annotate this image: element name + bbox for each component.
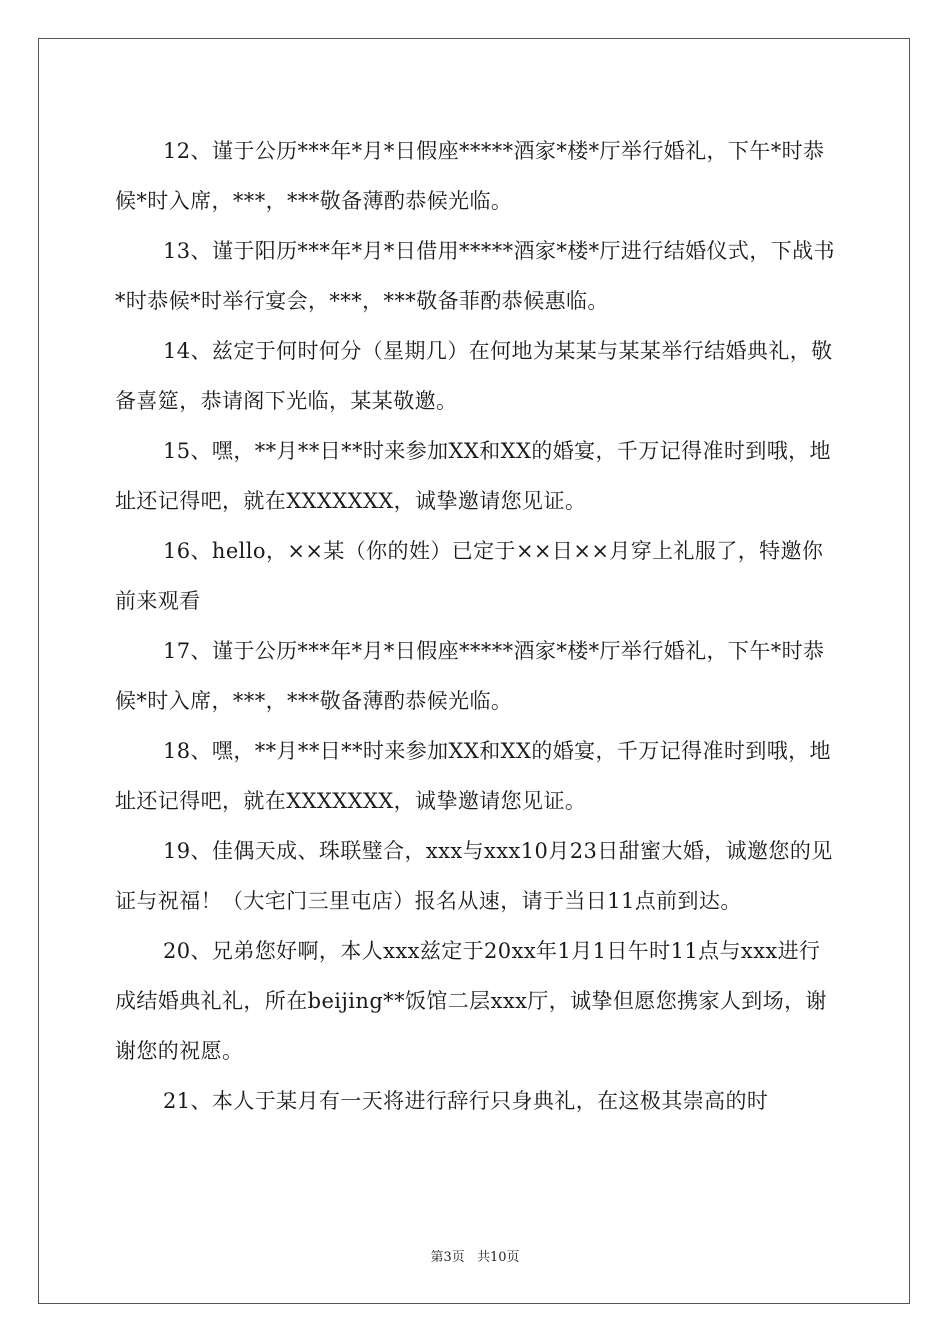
paragraph-16: 16、hello，××某（你的姓）已定于××日××月穿上礼服了，特邀你前来观看 [115, 539, 824, 613]
paragraph-20: 20、兄弟您好啊，本人xxx兹定于20xx年1月1日午时11点与xxx进行成结婚典礼礼，所在beijing**饭馆二层xxx厅，诚挚但愿您携家人到场，谢谢您的祝愿。 [115, 939, 827, 1063]
paragraph-19: 19、佳偶天成、珠联璧合，xxx与xxx10月23日甜蜜大婚，诚邀您的见证与祝福！（大宅门三里屯店）报名从速，请于当日11点前到达。 [115, 839, 833, 913]
page-footer [0, 1246, 950, 1265]
paragraph-18: 18、嘿，**月**日**时来参加XX和XX的婚宴，千万记得准时到哦，地址还记得吧，就在XXXXXXX，诚挚邀请您见证。 [115, 739, 831, 813]
paragraph-12: 12、谨于公历***年*月*日假座*****酒家*楼*厅举行婚礼，下午*时恭候*时入席，***，***敬备薄酌恭候光临。 [115, 139, 825, 213]
paragraph-13: 13、谨于阳历***年*月*日借用*****酒家*楼*厅进行结婚仪式，下战书*时恭候*时举行宴会，***，***敬备菲酌恭候惠临。 [115, 239, 835, 313]
document-body [115, 126, 837, 1126]
paragraph-21: 21、本人于某月有一天将进行辞行只身典礼，在这极其崇高的时 [163, 1089, 769, 1113]
page-number: 第3页 [430, 1250, 465, 1265]
page-total: 共10页 [476, 1250, 520, 1265]
paragraph-14: 14、兹定于何时何分（星期几）在何地为某某与某某举行结婚典礼，敬备喜筵，恭请阁下光临，某某敬邀。 [115, 339, 833, 413]
paragraph-15: 15、嘿，**月**日**时来参加XX和XX的婚宴，千万记得准时到哦，地址还记得吧，就在XXXXXXX，诚挚邀请您见证。 [115, 439, 831, 513]
paragraph-17: 17、谨于公历***年*月*日假座*****酒家*楼*厅举行婚礼，下午*时恭候*时入席，***，***敬备薄酌恭候光临。 [115, 639, 825, 713]
